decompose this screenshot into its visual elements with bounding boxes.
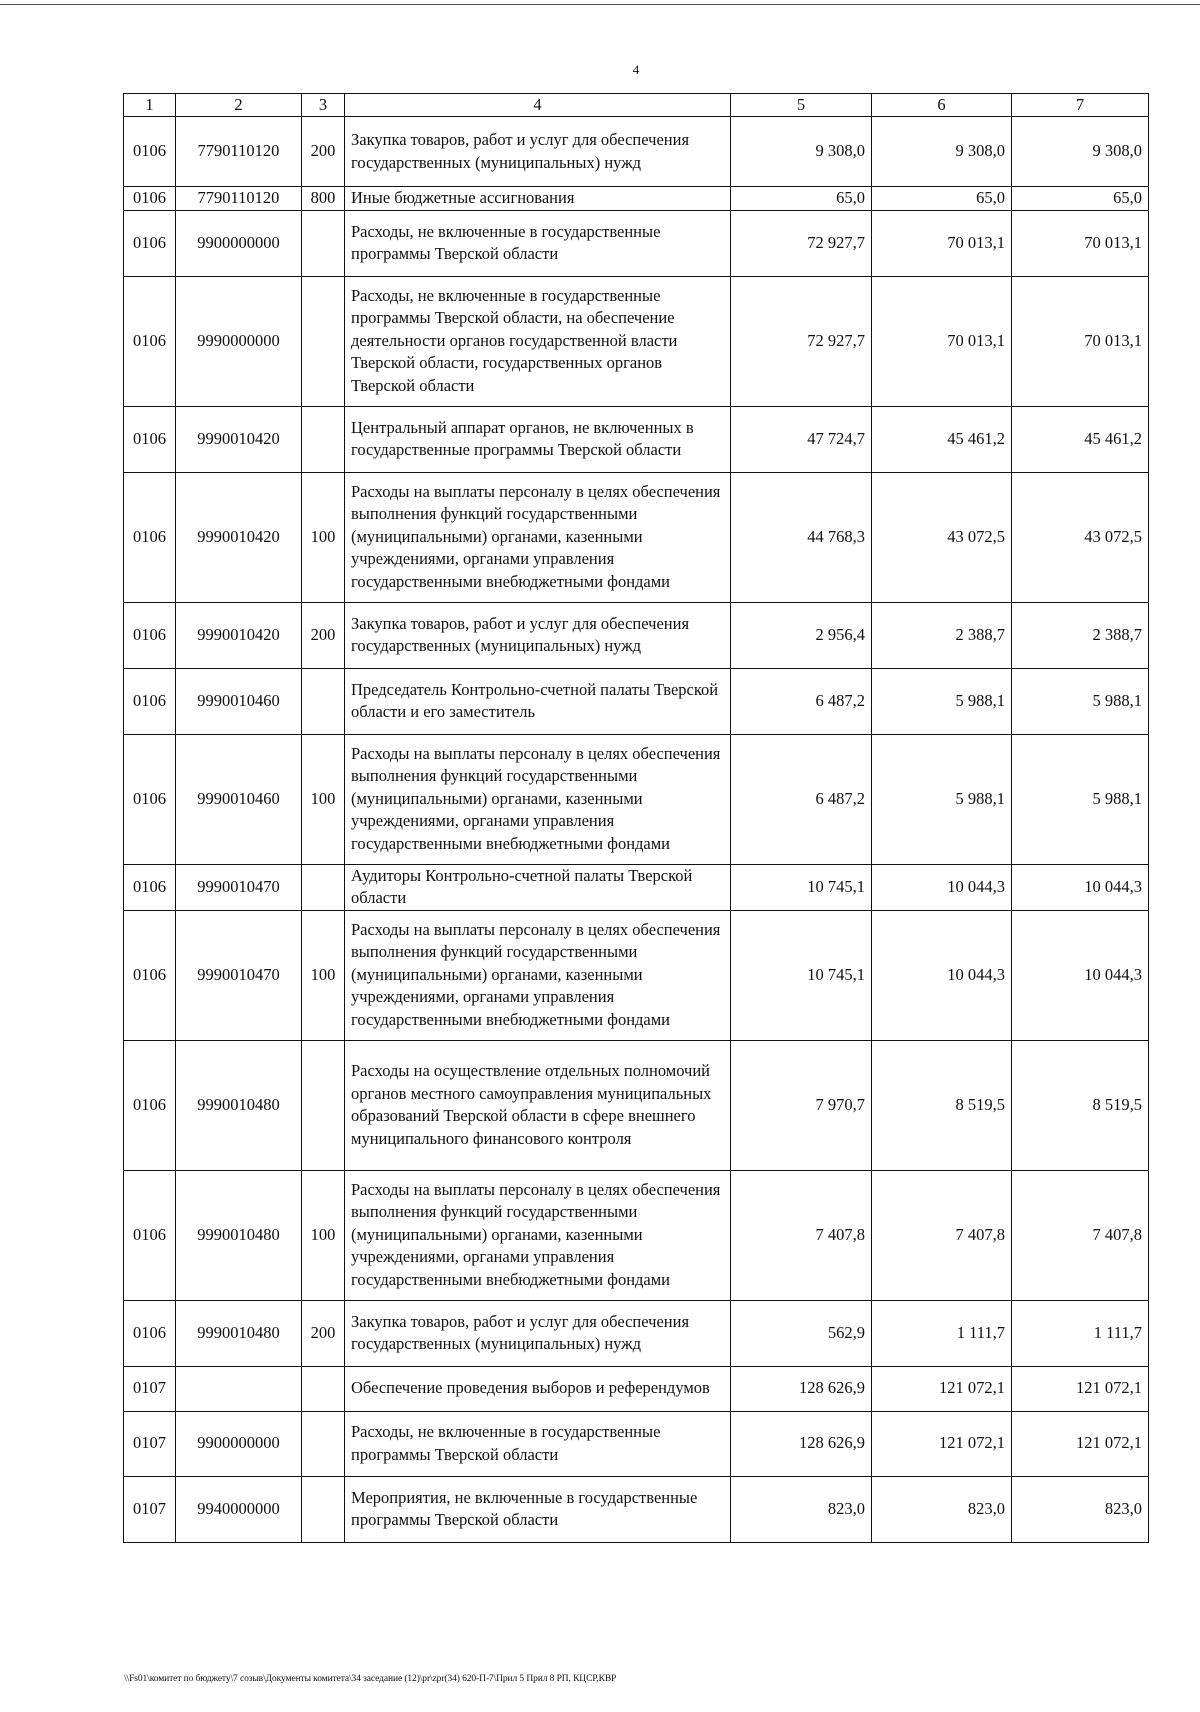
amount-col5-cell: 6 487,2 — [731, 734, 872, 864]
header-col-1: 1 — [124, 94, 176, 117]
description-cell: Мероприятия, не включенные в государственные программы Тверской области — [345, 1476, 731, 1542]
amount-col5-cell: 2 956,4 — [731, 602, 872, 668]
header-col-5: 5 — [731, 94, 872, 117]
section-code-cell: 0106 — [124, 1300, 176, 1366]
amount-col7-cell: 7 407,8 — [1012, 1170, 1149, 1300]
amount-col5-cell: 65,0 — [731, 187, 872, 211]
section-code-cell: 0106 — [124, 210, 176, 276]
amount-col6-cell: 9 308,0 — [872, 117, 1012, 187]
section-code-cell: 0106 — [124, 910, 176, 1040]
table-row — [124, 187, 1149, 211]
amount-col5-cell: 6 487,2 — [731, 668, 872, 734]
amount-col5-cell: 128 626,9 — [731, 1411, 872, 1476]
table-body — [124, 117, 1149, 1543]
amount-col6-cell: 121 072,1 — [872, 1366, 1012, 1411]
header-col-4: 4 — [345, 94, 731, 117]
target-article-cell: 9990010480 — [176, 1300, 302, 1366]
target-article-cell: 9990010420 — [176, 406, 302, 472]
table-row — [124, 668, 1149, 734]
amount-col6-cell: 5 988,1 — [872, 668, 1012, 734]
section-code-cell: 0107 — [124, 1366, 176, 1411]
section-code-cell: 0106 — [124, 864, 176, 910]
amount-col5-cell: 47 724,7 — [731, 406, 872, 472]
amount-col6-cell: 65,0 — [872, 187, 1012, 211]
table-row — [124, 1411, 1149, 1476]
amount-col7-cell: 70 013,1 — [1012, 210, 1149, 276]
description-cell: Председатель Контрольно-счетной палаты Тверской области и его заместитель — [345, 668, 731, 734]
expense-type-cell — [302, 1411, 345, 1476]
description-cell: Закупка товаров, работ и услуг для обеспечения государственных (муниципальных) нужд — [345, 117, 731, 187]
target-article-cell: 9990010480 — [176, 1170, 302, 1300]
expense-type-cell — [302, 864, 345, 910]
expense-type-cell: 100 — [302, 472, 345, 602]
table-row — [124, 1170, 1149, 1300]
amount-col6-cell: 70 013,1 — [872, 276, 1012, 406]
amount-col5-cell: 72 927,7 — [731, 276, 872, 406]
amount-col7-cell: 10 044,3 — [1012, 864, 1149, 910]
amount-col6-cell: 10 044,3 — [872, 864, 1012, 910]
expense-type-cell — [302, 406, 345, 472]
table-row — [124, 406, 1149, 472]
table-header — [124, 94, 1149, 117]
description-cell: Закупка товаров, работ и услуг для обеспечения государственных (муниципальных) нужд — [345, 1300, 731, 1366]
amount-col6-cell: 5 988,1 — [872, 734, 1012, 864]
amount-col5-cell: 823,0 — [731, 1476, 872, 1542]
amount-col7-cell: 5 988,1 — [1012, 668, 1149, 734]
target-article-cell: 9990010470 — [176, 910, 302, 1040]
target-article-cell: 9990010480 — [176, 1040, 302, 1170]
target-article-cell — [176, 1366, 302, 1411]
amount-col7-cell: 43 072,5 — [1012, 472, 1149, 602]
amount-col7-cell: 1 111,7 — [1012, 1300, 1149, 1366]
target-article-cell: 9940000000 — [176, 1476, 302, 1542]
table-row — [124, 117, 1149, 187]
expense-type-cell — [302, 1476, 345, 1542]
section-code-cell: 0106 — [124, 668, 176, 734]
expense-type-cell: 100 — [302, 1170, 345, 1300]
amount-col7-cell: 8 519,5 — [1012, 1040, 1149, 1170]
target-article-cell: 9990010460 — [176, 668, 302, 734]
description-cell: Аудиторы Контрольно-счетной палаты Тверской области — [345, 864, 731, 910]
header-col-2: 2 — [176, 94, 302, 117]
table-row — [124, 864, 1149, 910]
description-cell: Расходы, не включенные в государственные программы Тверской области, на обеспечение деятельности органов государственной власти Тверской области, государственных органов Тверской области — [345, 276, 731, 406]
target-article-cell: 9900000000 — [176, 1411, 302, 1476]
amount-col5-cell: 10 745,1 — [731, 910, 872, 1040]
amount-col5-cell: 7 970,7 — [731, 1040, 872, 1170]
description-cell: Расходы на выплаты персоналу в целях обеспечения выполнения функций государственными (муниципальными) органами, казенными учреждениями, органами управления государственными внебюджетными фондами — [345, 734, 731, 864]
header-col-3: 3 — [302, 94, 345, 117]
amount-col6-cell: 1 111,7 — [872, 1300, 1012, 1366]
amount-col7-cell: 121 072,1 — [1012, 1411, 1149, 1476]
section-code-cell: 0106 — [124, 734, 176, 864]
section-code-cell: 0106 — [124, 472, 176, 602]
expense-type-cell: 200 — [302, 1300, 345, 1366]
description-cell: Расходы на выплаты персоналу в целях обеспечения выполнения функций государственными (муниципальными) органами, казенными учреждениями, органами управления государственными внебюджетными фондами — [345, 472, 731, 602]
section-code-cell: 0106 — [124, 187, 176, 211]
target-article-cell: 7790110120 — [176, 187, 302, 211]
footer-file-path: \\Fs01\комитет по бюджету\7 созыв\Документы комитета\34 заседание (12)\pr\zpr(34) 620-П-7\Прил 5 Прил 8 РП, КЦСР,КВР — [124, 1674, 617, 1684]
expense-type-cell: 800 — [302, 187, 345, 211]
amount-col5-cell: 9 308,0 — [731, 117, 872, 187]
header-col-7: 7 — [1012, 94, 1149, 117]
amount-col6-cell: 121 072,1 — [872, 1411, 1012, 1476]
expense-type-cell — [302, 276, 345, 406]
amount-col7-cell: 45 461,2 — [1012, 406, 1149, 472]
description-cell: Закупка товаров, работ и услуг для обеспечения государственных (муниципальных) нужд — [345, 602, 731, 668]
amount-col7-cell: 5 988,1 — [1012, 734, 1149, 864]
section-code-cell: 0106 — [124, 276, 176, 406]
target-article-cell: 9990010460 — [176, 734, 302, 864]
section-code-cell: 0106 — [124, 117, 176, 187]
description-cell: Расходы, не включенные в государственные программы Тверской области — [345, 210, 731, 276]
amount-col5-cell: 10 745,1 — [731, 864, 872, 910]
target-article-cell: 9990010420 — [176, 472, 302, 602]
amount-col7-cell: 823,0 — [1012, 1476, 1149, 1542]
table-row — [124, 210, 1149, 276]
table-row — [124, 1476, 1149, 1542]
description-cell: Расходы на выплаты персоналу в целях обеспечения выполнения функций государственными (муниципальными) органами, казенными учреждениями, органами управления государственными внебюджетными фондами — [345, 910, 731, 1040]
amount-col5-cell: 7 407,8 — [731, 1170, 872, 1300]
budget-table — [123, 93, 1149, 1543]
amount-col7-cell: 9 308,0 — [1012, 117, 1149, 187]
section-code-cell: 0106 — [124, 1170, 176, 1300]
table-row — [124, 472, 1149, 602]
amount-col6-cell: 70 013,1 — [872, 210, 1012, 276]
section-code-cell: 0107 — [124, 1476, 176, 1542]
amount-col7-cell: 121 072,1 — [1012, 1366, 1149, 1411]
table-row — [124, 602, 1149, 668]
amount-col5-cell: 562,9 — [731, 1300, 872, 1366]
amount-col6-cell: 43 072,5 — [872, 472, 1012, 602]
section-code-cell: 0106 — [124, 1040, 176, 1170]
description-cell: Обеспечение проведения выборов и референдумов — [345, 1366, 731, 1411]
expense-type-cell — [302, 1040, 345, 1170]
table-row — [124, 1366, 1149, 1411]
expense-type-cell: 100 — [302, 910, 345, 1040]
description-cell: Расходы на выплаты персоналу в целях обеспечения выполнения функций государственными (муниципальными) органами, казенными учреждениями, органами управления государственными внебюджетными фондами — [345, 1170, 731, 1300]
amount-col6-cell: 45 461,2 — [872, 406, 1012, 472]
target-article-cell: 9990010470 — [176, 864, 302, 910]
amount-col5-cell: 72 927,7 — [731, 210, 872, 276]
page-top-border — [0, 4, 1200, 5]
header-row — [124, 94, 1149, 117]
table-row — [124, 910, 1149, 1040]
expense-type-cell: 100 — [302, 734, 345, 864]
table-row — [124, 1040, 1149, 1170]
expense-type-cell — [302, 1366, 345, 1411]
section-code-cell: 0106 — [124, 602, 176, 668]
amount-col6-cell: 8 519,5 — [872, 1040, 1012, 1170]
expense-type-cell: 200 — [302, 117, 345, 187]
amount-col7-cell: 10 044,3 — [1012, 910, 1149, 1040]
target-article-cell: 7790110120 — [176, 117, 302, 187]
amount-col7-cell: 65,0 — [1012, 187, 1149, 211]
target-article-cell: 9990000000 — [176, 276, 302, 406]
table-row — [124, 734, 1149, 864]
table-row — [124, 1300, 1149, 1366]
section-code-cell: 0107 — [124, 1411, 176, 1476]
target-article-cell: 9900000000 — [176, 210, 302, 276]
expense-type-cell — [302, 210, 345, 276]
amount-col6-cell: 10 044,3 — [872, 910, 1012, 1040]
section-code-cell: 0106 — [124, 406, 176, 472]
amount-col5-cell: 44 768,3 — [731, 472, 872, 602]
amount-col6-cell: 7 407,8 — [872, 1170, 1012, 1300]
description-cell: Расходы на осуществление отдельных полномочий органов местного самоуправления муниципальных образований Тверской области в сфере внешнего муниципального финансового контроля — [345, 1040, 731, 1170]
expense-type-cell: 200 — [302, 602, 345, 668]
expense-type-cell — [302, 668, 345, 734]
description-cell: Расходы, не включенные в государственные программы Тверской области — [345, 1411, 731, 1476]
amount-col7-cell: 70 013,1 — [1012, 276, 1149, 406]
table-row — [124, 276, 1149, 406]
amount-col6-cell: 2 388,7 — [872, 602, 1012, 668]
amount-col6-cell: 823,0 — [872, 1476, 1012, 1542]
description-cell: Центральный аппарат органов, не включенных в государственные программы Тверской области — [345, 406, 731, 472]
page-number: 4 — [632, 62, 640, 77]
header-col-6: 6 — [872, 94, 1012, 117]
amount-col5-cell: 128 626,9 — [731, 1366, 872, 1411]
target-article-cell: 9990010420 — [176, 602, 302, 668]
description-cell: Иные бюджетные ассигнования — [345, 187, 731, 211]
amount-col7-cell: 2 388,7 — [1012, 602, 1149, 668]
